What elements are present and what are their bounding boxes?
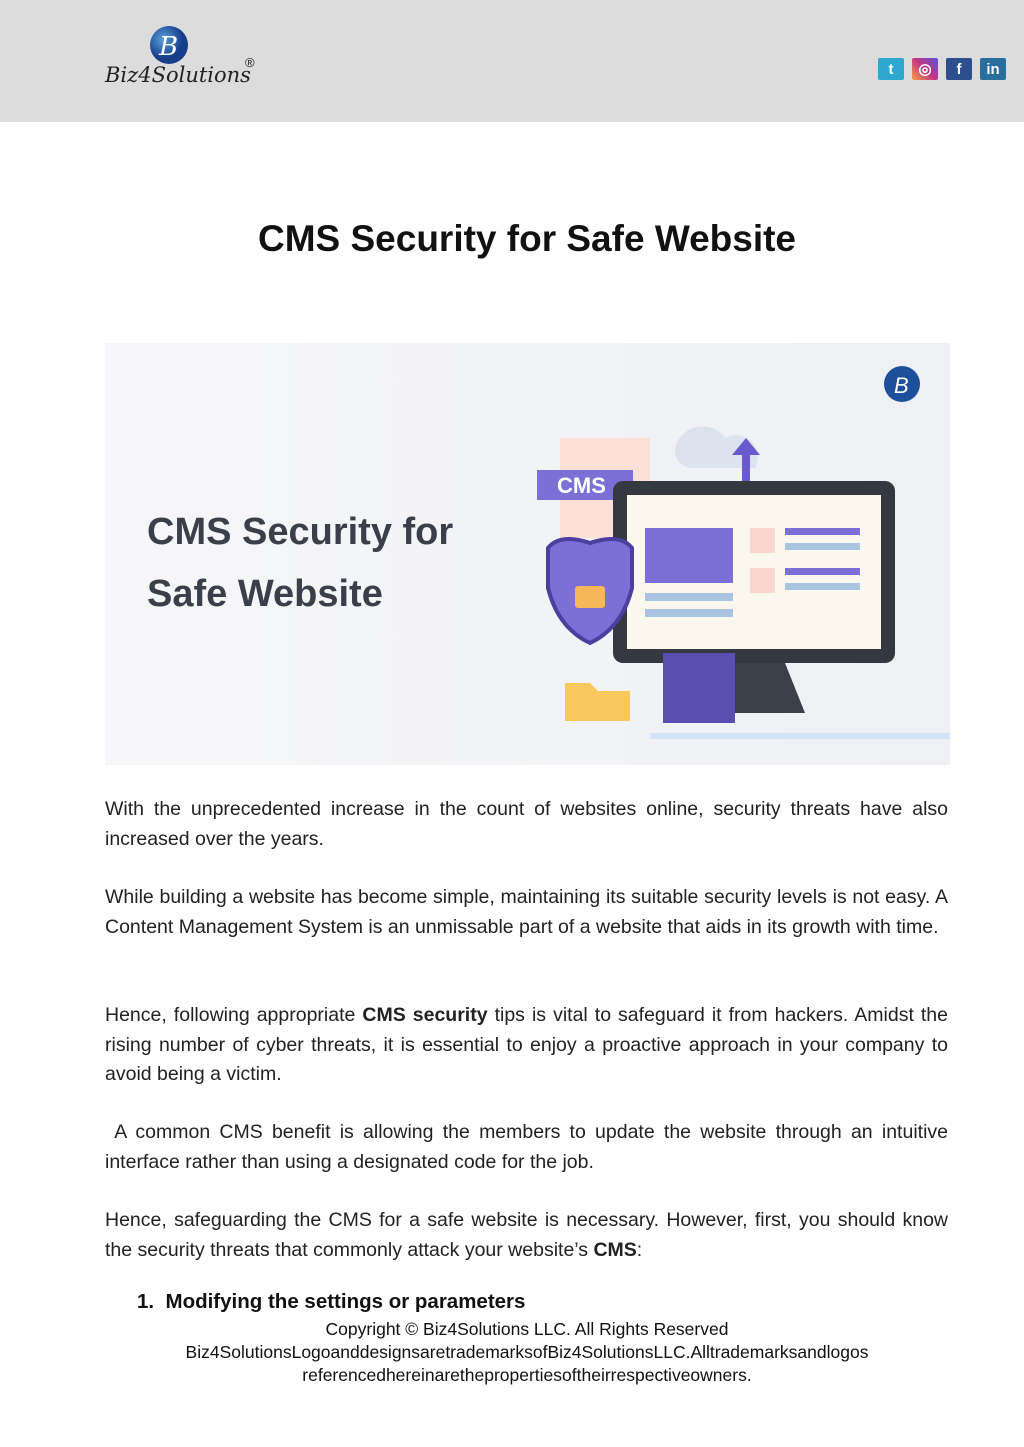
registered-mark: ® [245, 55, 255, 70]
copyright-text: Copyright © Biz4Solutions LLC. All Rights Reserved [325, 1319, 729, 1339]
intro-paragraph-5: Hence, safeguarding the CMS for a safe website is necessary. However, first, you should know the security threats that commonly attack your website’s CMS: [105, 1209, 948, 1261]
instagram-icon[interactable]: ◎ [912, 58, 938, 80]
facebook-icon[interactable]: f [946, 58, 972, 80]
intro-paragraph-4: A common CMS benefit is allowing the members to update the website through an intuitive interface rather than using a designated code for the job. [105, 1121, 954, 1173]
hero-title-line2: Safe Website [147, 573, 383, 615]
svg-text:B: B [894, 373, 909, 398]
linkedin-icon[interactable]: in [980, 58, 1006, 80]
cms-badge: CMS [557, 473, 606, 498]
intro-paragraph-1: With the unprecedented increase in the count of websites online, security threats have also increased over the years. [105, 798, 948, 850]
hero-title-line1: CMS Security for [147, 511, 454, 553]
intro-paragraph-2: While building a website has become simple, maintaining its suitable security levels is not easy. A Content Management System is an unmissable part of a website that aids in its growth with time. [105, 886, 948, 938]
trademark-text-2: referencedhereinarethepropertiesoftheirrespectiveowners. [302, 1365, 752, 1385]
page-footer [0, 1318, 1024, 1387]
hero-image [105, 343, 950, 765]
intro-paragraph-3: Hence, following appropriate CMS security tips is vital to safeguard it from hackers. Amidst the rising number of cyber threats, it is essential to enjoy a proactive approach in your company to avoid being a victim. [105, 1004, 948, 1085]
section-heading: 1. Modifying the settings or parameters [137, 1290, 526, 1313]
page-title: CMS Security for Safe Website [257, 218, 797, 259]
twitter-icon[interactable]: t [878, 58, 904, 80]
svg-text:B: B [159, 32, 179, 62]
cms-security-link[interactable]: CMS security [362, 1004, 488, 1026]
cms-illustration [105, 343, 950, 765]
page-header [0, 0, 1024, 122]
social-links [878, 58, 1006, 80]
logo-text: Biz4Solutions [105, 63, 251, 87]
trademark-text: Biz4SolutionsLogoanddesignsaretrademarksofBiz4SolutionsLLC.Alltrademarksandlogos [185, 1342, 869, 1362]
biz4solutions-logo[interactable] [105, 25, 265, 95]
